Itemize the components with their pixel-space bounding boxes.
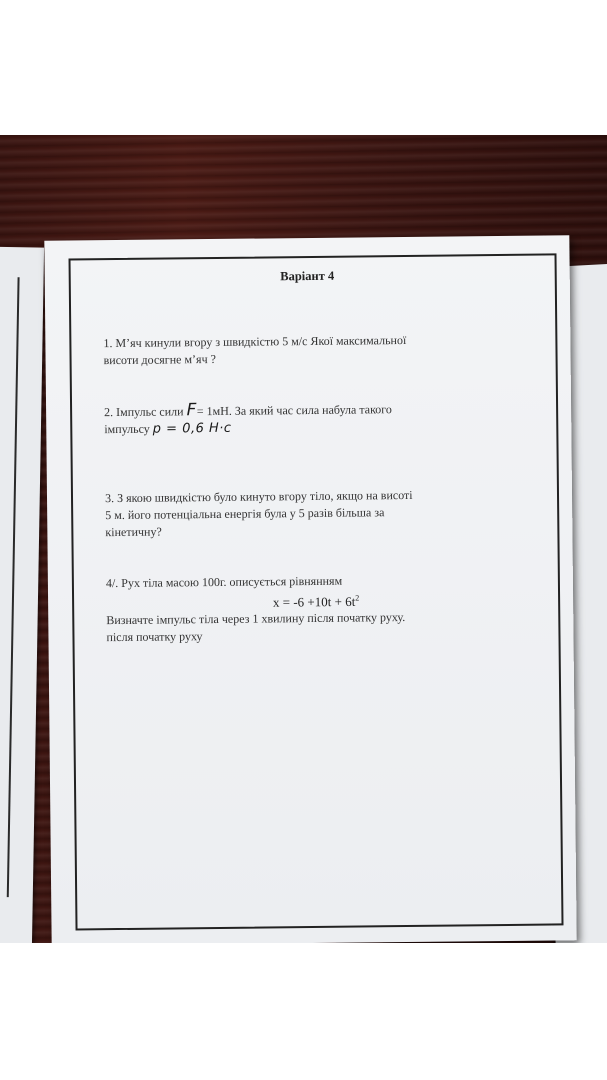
handwritten-momentum-note: p = 0,6 H·c (152, 420, 232, 437)
photo-background (0, 135, 607, 943)
question-3-line-1: 3. З якою швидкістю було кинуто вгору тіло, якщо на висоті (104, 487, 413, 506)
question-2-suffix: = 1мН. За який час сила набула такого (196, 402, 392, 419)
question-1-line-2: висоти досягне м’яч ? (103, 351, 216, 368)
question-2 (104, 399, 524, 438)
variant-title: Варіант 4 (280, 268, 335, 284)
question-4-line-1: 4/. Рух тіла масою 100г. описується рівнянням (105, 573, 343, 591)
question-3-line-2: 5 м. його потенціальна енергія була у 5 разів більша за (105, 505, 385, 523)
question-4-line-3: після початку руху (106, 629, 203, 645)
worksheet-page (44, 235, 576, 943)
question-4-line-2: Визначте імпульс тіла через 1 хвилину після початку руху. (106, 610, 406, 628)
question-2-line-2-prefix: імпульсу (104, 421, 150, 437)
question-2-prefix: 2. Імпульс сили (104, 404, 184, 420)
equation-text: x = -6 +10t + 6t (272, 593, 356, 610)
handwritten-force-symbol: F (186, 400, 197, 421)
question-4 (106, 571, 527, 647)
equation-exponent: 2 (355, 593, 360, 603)
question-1-line-1: 1. М’яч кинули вгору з швидкістю 5 м/с Якої максимальної (103, 332, 407, 351)
question-3-line-3: кінетичну? (105, 524, 162, 540)
question-1 (103, 331, 523, 369)
left-adjacent-sheet (0, 246, 44, 943)
question-3 (105, 486, 526, 541)
